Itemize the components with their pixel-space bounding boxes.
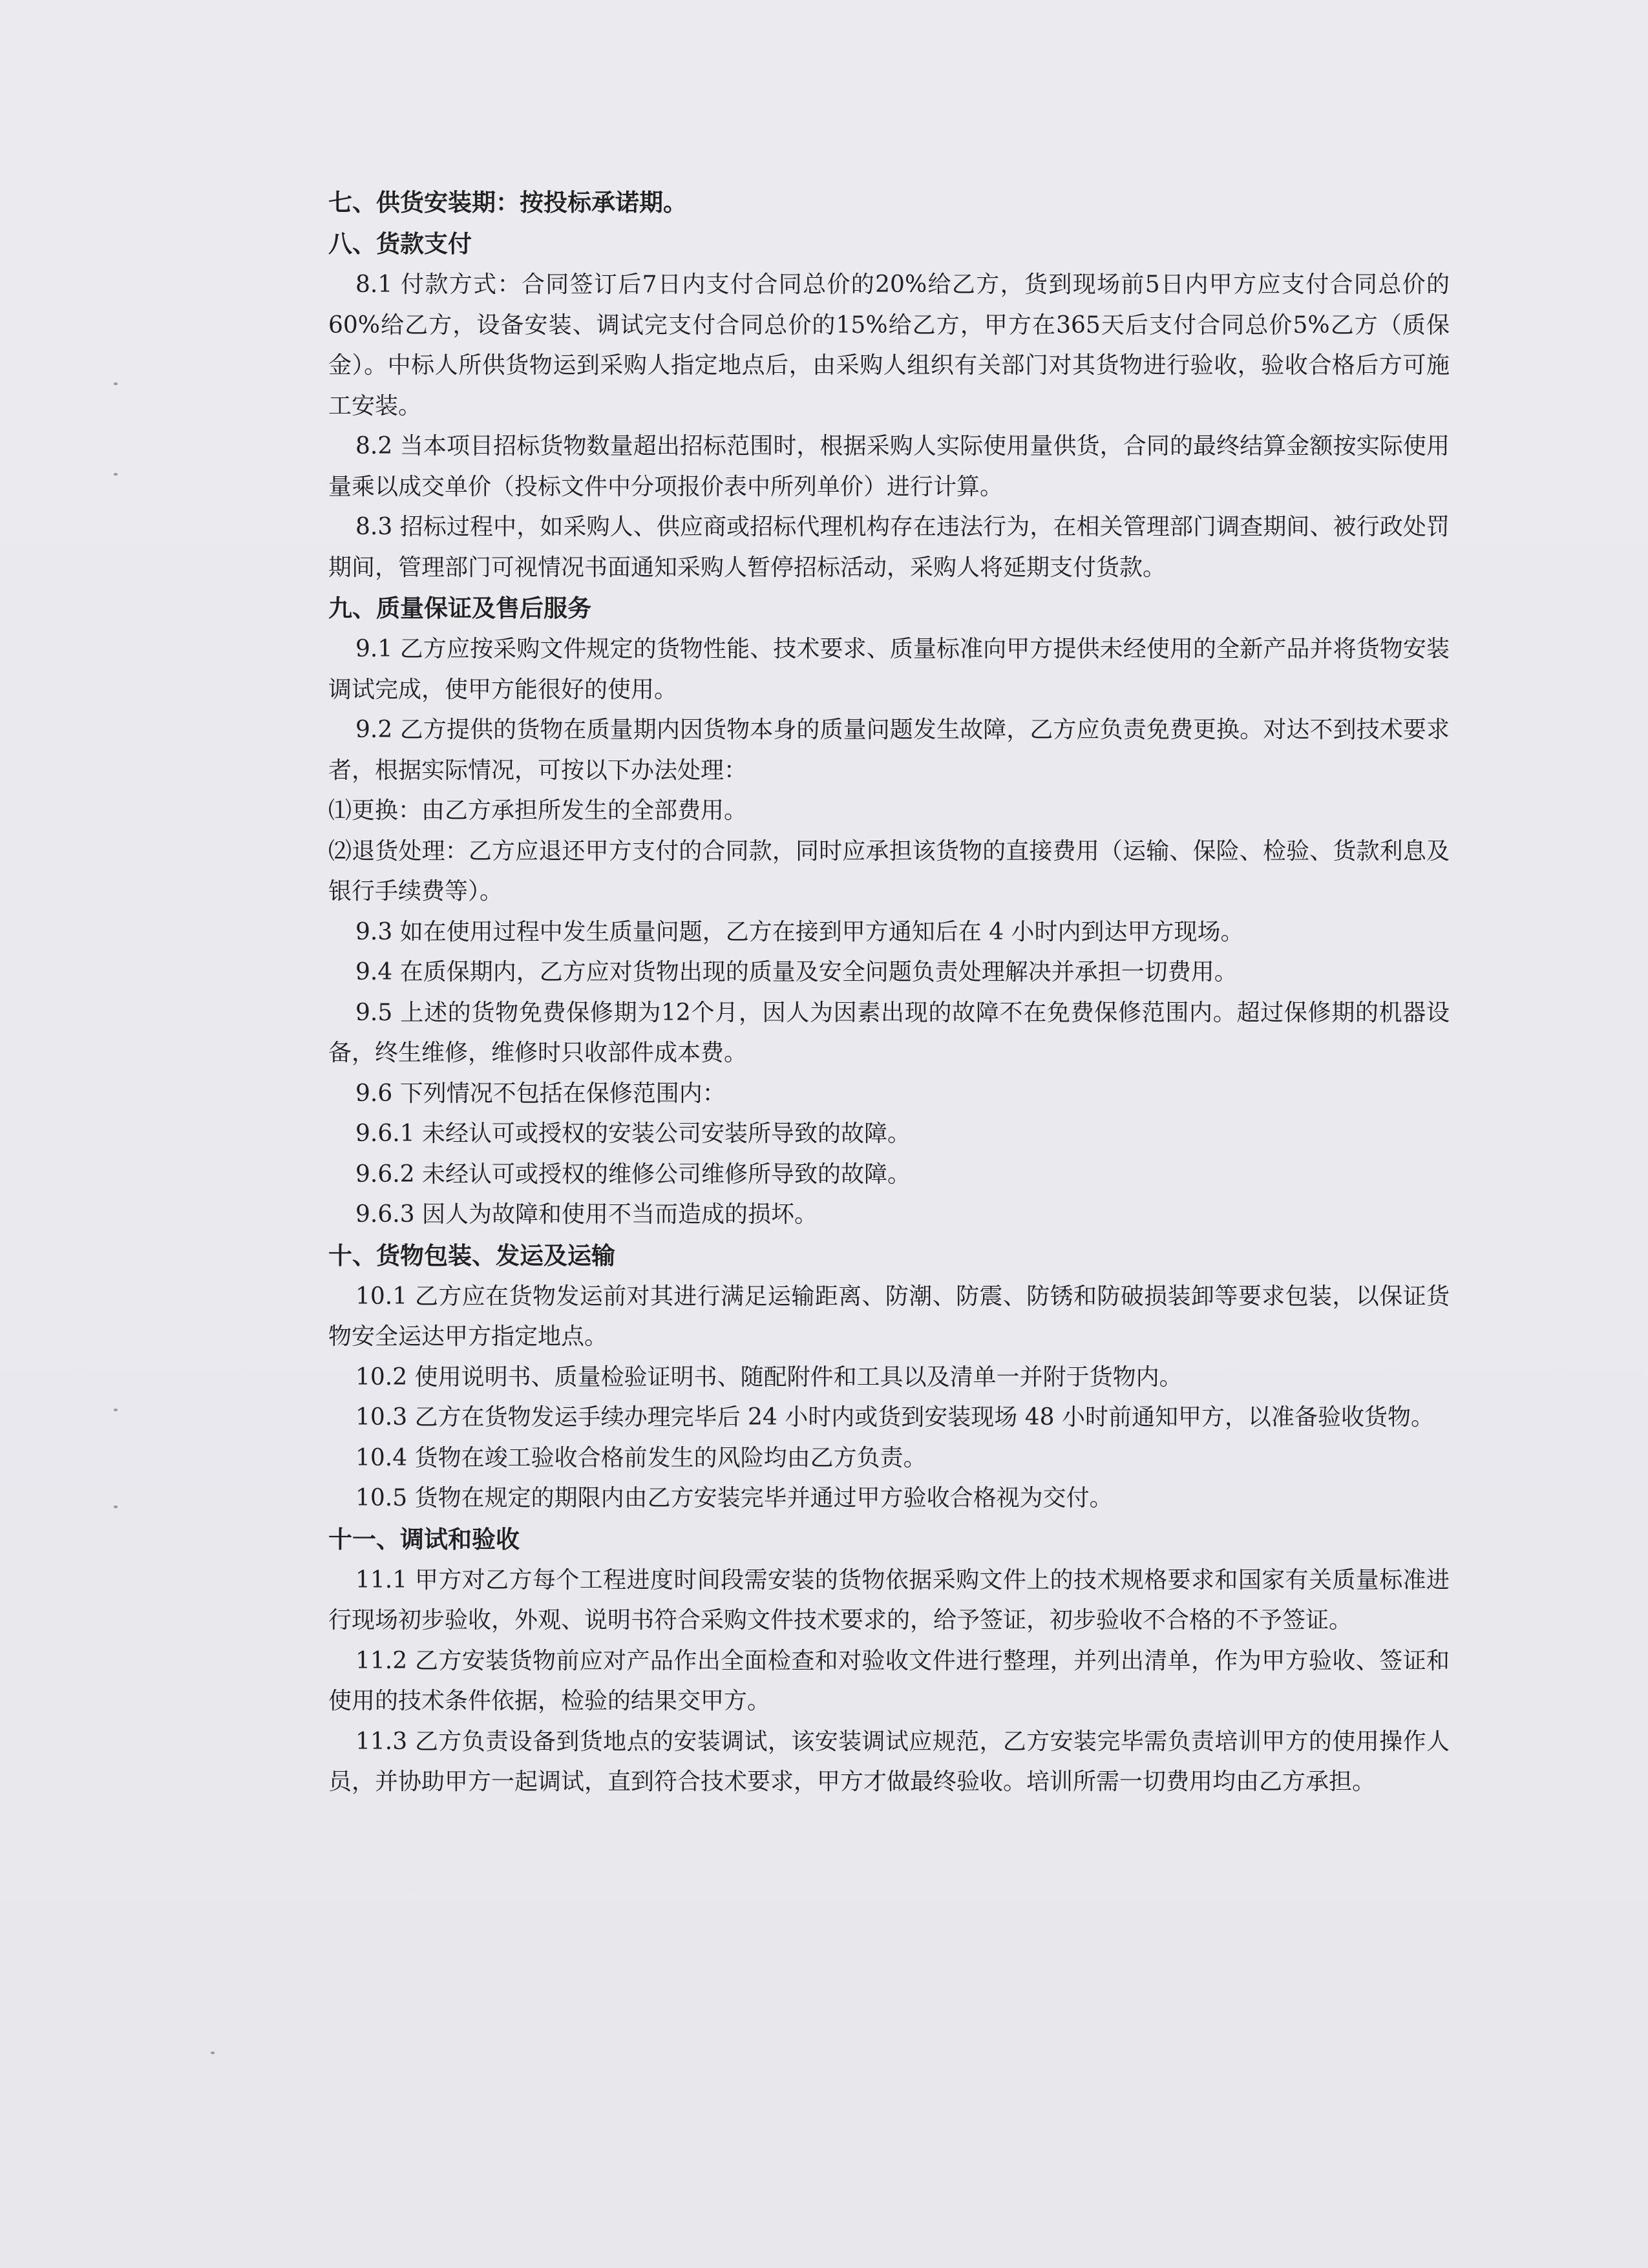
- clause-paragraph: 10.5 货物在规定的期限内由乙方安装完毕并通过甲方验收合格视为交付。: [355, 1485, 1113, 1511]
- clause-paragraph: 9.1 乙方应按采购文件规定的货物性能、技术要求、质量标准向甲方提供未经使用的全新产品并将货物安装调试完成，使甲方能很好的使用。: [328, 636, 1450, 703]
- clause-paragraph: 9.6.1 未经认可或授权的安装公司安装所导致的故障。: [355, 1120, 911, 1147]
- document-body: [328, 182, 1450, 1803]
- clause-paragraph: 9.6.3 因人为故障和使用不当而造成的损坏。: [355, 1201, 818, 1228]
- clause-paragraph: 10.2 使用说明书、质量检验证明书、随配附件和工具以及清单一并附于货物内。: [355, 1363, 1183, 1391]
- section-heading: 七、供货安装期：按投标承诺期。: [328, 189, 687, 216]
- clause-paragraph: 9.2 乙方提供的货物在质量期内因货物本身的质量问题发生故障，乙方应负责免费更换。对达不到技术要求者，根据实际情况，可按以下办法处理：: [328, 717, 1450, 784]
- clause-paragraph: 11.1 甲方对乙方每个工程进度时间段需安装的货物依据采购文件上的技术规格要求和国家有关质量标准进行现场初步验收，外观、说明书符合采购文件技术要求的，给予签证，初步验收不合格的不予签证。: [328, 1566, 1450, 1633]
- contract-clauses: [328, 182, 1450, 1803]
- scan-speck: [114, 1506, 118, 1508]
- scan-speck: [211, 2052, 215, 2054]
- section-heading: 八、货款支付: [328, 230, 472, 258]
- clause-paragraph: 10.3 乙方在货物发运手续办理完毕后 24 小时内或货到安装现场 48 小时前通知甲方，以准备验收货物。: [355, 1404, 1434, 1431]
- clause-paragraph: 9.3 如在使用过程中发生质量问题，乙方在接到甲方通知后在 4 小时内到达甲方现场。: [355, 918, 1244, 945]
- clause-paragraph: 10.4 货物在竣工验收合格前发生的风险均由乙方负责。: [355, 1444, 927, 1471]
- section-heading: 九、质量保证及售后服务: [328, 594, 591, 622]
- clause-paragraph: 9.6.2 未经认可或授权的维修公司维修所导致的故障。: [355, 1160, 911, 1188]
- clause-paragraph: 9.6 下列情况不包括在保修范围内：: [355, 1080, 726, 1107]
- scan-speck: [114, 1409, 118, 1411]
- clause-paragraph: 9.5 上述的货物免费保修期为12个月，因人为因素出现的故障不在免费保修范围内。超过保修期的机器设备，终生维修，维修时只收部件成本费。: [328, 999, 1450, 1066]
- clause-paragraph: 8.2 当本项目招标货物数量超出招标范围时，根据采购人实际使用量供货，合同的最终结算金额按实际使用量乘以成交单价（投标文件中分项报价表中所列单价）进行计算。: [328, 433, 1450, 500]
- clause-paragraph: 9.4 在质保期内，乙方应对货物出现的质量及安全问题负责处理解决并承担一切费用。: [355, 959, 1238, 985]
- clause-paragraph: ⑵退货处理：乙方应退还甲方支付的合同款，同时应承担该货物的直接费用（运输、保险、检验、货款利息及银行手续费等）。: [328, 837, 1450, 905]
- section-heading: 十一、调试和验收: [328, 1525, 520, 1553]
- clause-paragraph: 11.2 乙方安装货物前应对产品作出全面检查和对验收文件进行整理，并列出清单，作为甲方验收、签证和使用的技术条件依据，检验的结果交甲方。: [328, 1647, 1450, 1714]
- section-heading: 十、货物包装、发运及运输: [328, 1241, 615, 1270]
- clause-paragraph: ⑴更换：由乙方承担所发生的全部费用。: [328, 797, 748, 824]
- clause-paragraph: 10.1 乙方应在货物发运前对其进行满足运输距离、防潮、防震、防锈和防破损装卸等要求包装，以保证货物安全运达甲方指定地点。: [328, 1283, 1450, 1350]
- scan-speck: [114, 383, 118, 385]
- clause-paragraph: 11.3 乙方负责设备到货地点的安装调试，该安装调试应规范，乙方安装完毕需负责培训甲方的使用操作人员，并协助甲方一起调试，直到符合技术要求，甲方才做最终验收。培训所需一切费用均由乙方承担。: [328, 1728, 1450, 1795]
- clause-paragraph: 8.1 付款方式：合同签订后7日内支付合同总价的20%给乙方，货到现场前5日内甲方应支付合同总价的60%给乙方，设备安装、调试完支付合同总价的15%给乙方，甲方在365天后支付合同总价5%乙方（质保金）。中标人所供货物运到采购人指定地点后，由采购人组织有关部门对其货物进行验收，验收合格后方可施工安装。: [328, 271, 1450, 419]
- clause-paragraph: 8.3 招标过程中，如采购人、供应商或招标代理机构存在违法行为，在相关管理部门调查期间、被行政处罚期间，管理部门可视情况书面通知采购人暂停招标活动，采购人将延期支付货款。: [328, 514, 1450, 581]
- scan-speck: [114, 473, 118, 476]
